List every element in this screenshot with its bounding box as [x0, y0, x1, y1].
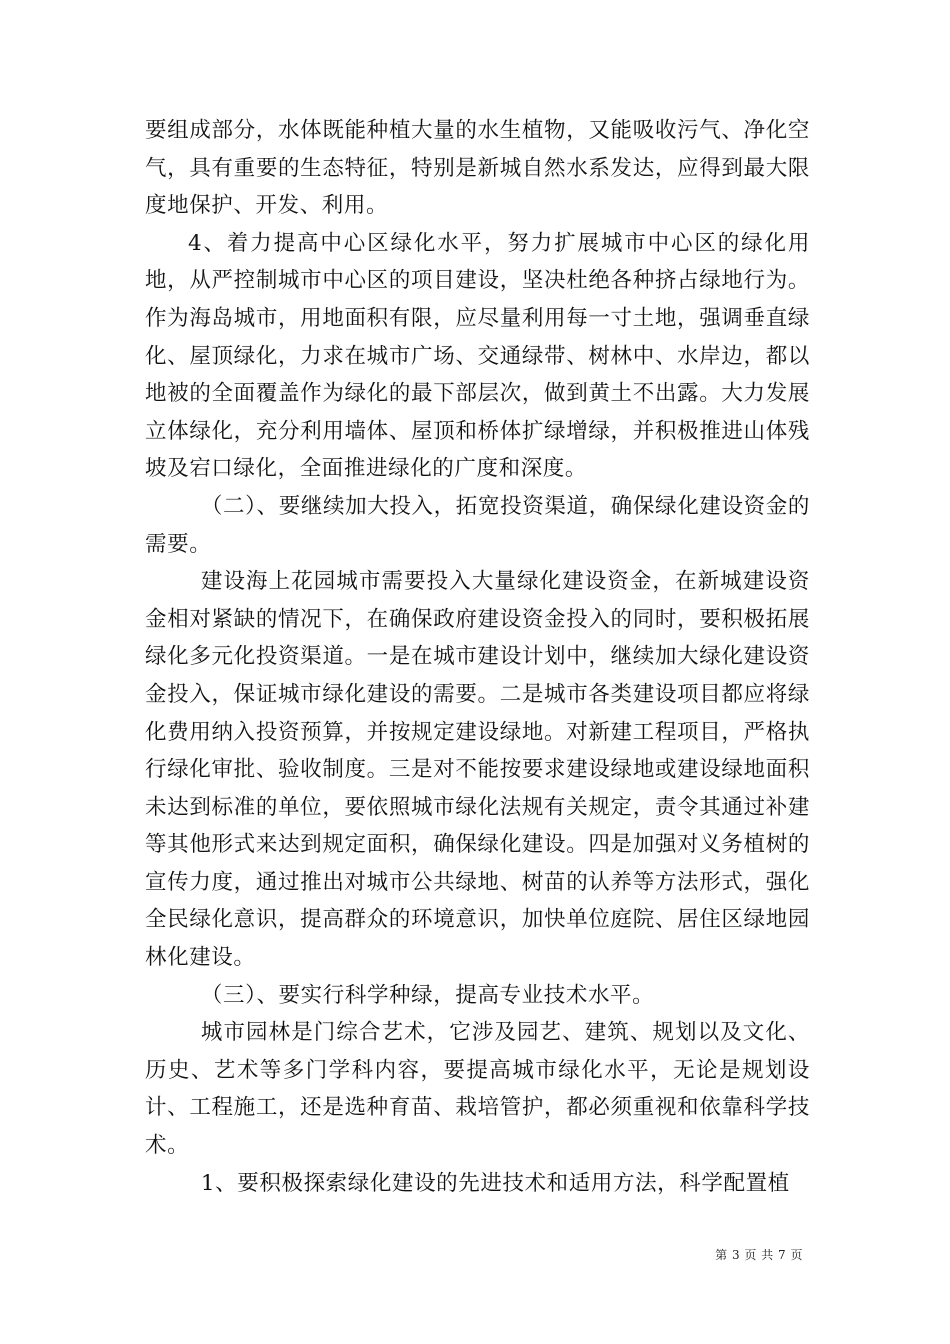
paragraph-water-continuation: 要组成部分，水体既能种植大量的水生植物，又能吸收污气、净化空气，具有重要的生态特征，特别是新城自然水系发达，应得到最大限度地保护、开发、利用。	[145, 118, 810, 219]
paragraph-investment: 建设海上花园城市需要投入大量绿化建设资金，在新城建设资金相对紧缺的情况下，在确保政府建设资金投入的同时，要积极拓展绿化多元化投资渠道。一是在城市建设计划中，继续加大绿化建设资金投入，保证城市绿化建设的需要。二是城市各类建设项目都应将绿化费用纳入投资预算，并按规定建设绿地。对新建工程项目，严格执行绿化审批、验收制度。三是对不能按要求建设绿地或建设绿地面积未达到标准的单位，要依照城市绿化法规有关规定，责令其通过补建等其他形式来达到规定面积，确保绿化建设。四是加强对义务植树的宣传力度，通过推出对城市公共绿地、树苗的认养等方法形式，强化全民绿化意识，提高群众的环境意识，加快单位庭院、居住区绿地园林化建设。	[145, 569, 810, 971]
document-body	[145, 112, 810, 1202]
paragraph-point-4: 4、着力提高中心区绿化水平，努力扩展城市中心区的绿化用地，从严控制城市中心区的项目建设，坚决杜绝各种挤占绿地行为。作为海岛城市，用地面积有限，应尽量利用每一寸土地，强调垂直绿化、屋顶绿化，力求在城市广场、交通绿带、树林中、水岸边，都以地被的全面覆盖作为绿化的最下部层次，做到黄土不出露。大力发展立体绿化，充分利用墙体、屋顶和桥体扩绿增绿，并积极推进山体残坡及宕口绿化，全面推进绿化的广度和深度。	[145, 230, 810, 482]
section-heading-2: （二）、要继续加大投入，拓宽投资渠道，确保绿化建设资金的需要。	[145, 493, 810, 557]
paragraph-landscape-art: 城市园林是门综合艺术，它涉及园艺、建筑、规划以及文化、历史、艺术等多门学科内容，要提高城市绿化水平，无论是规划设计、工程施工，还是选种育苗、栽培管护，都必须重视和依靠科学技术。	[145, 1020, 810, 1159]
page-number: 第 3 页 共 7 页	[715, 1248, 803, 1262]
section-heading-3: （三）、要实行科学种绿，提高专业技术水平。	[200, 982, 655, 1008]
paragraph-point-1: 1、要积极探索绿化建设的先进技术和适用方法，科学配置植	[200, 1170, 790, 1196]
